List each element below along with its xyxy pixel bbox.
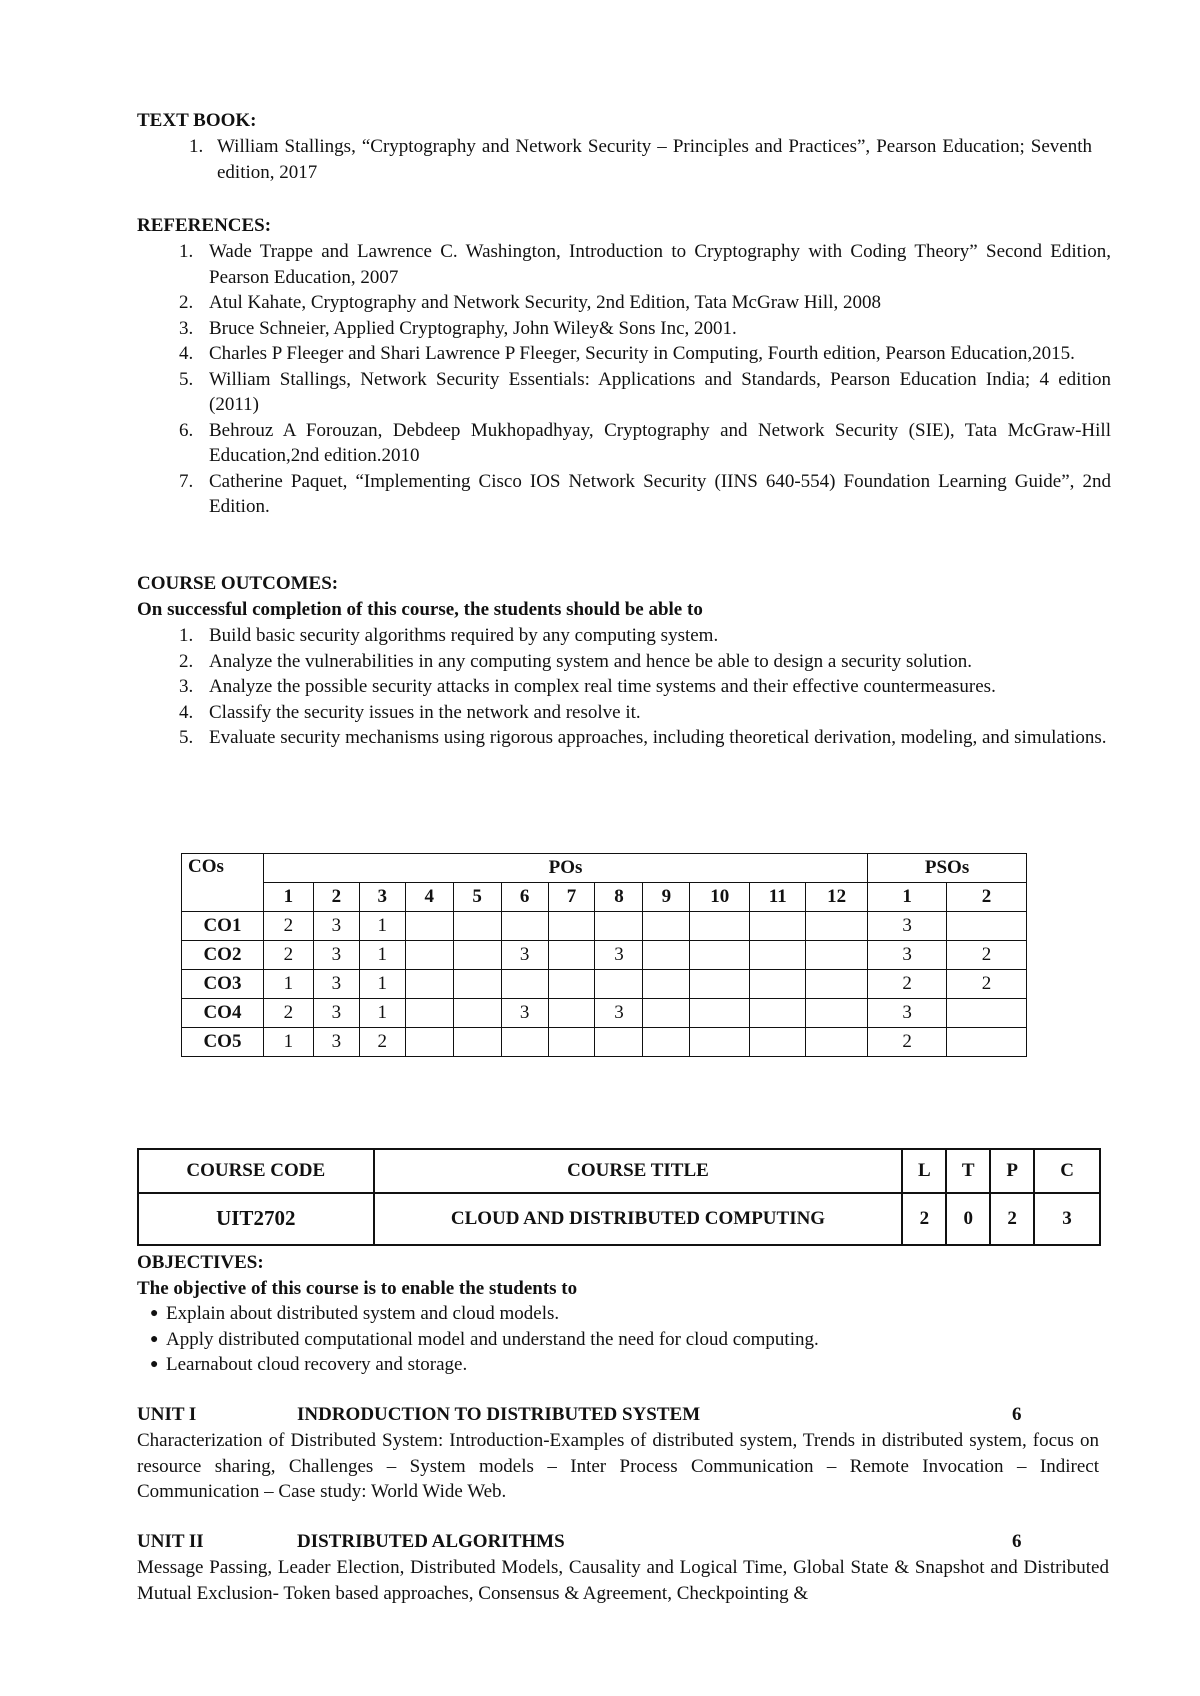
mapping-cell: 1 <box>263 970 313 999</box>
practical-header: P <box>990 1149 1034 1193</box>
tutorial-hours: 0 <box>946 1193 990 1245</box>
mapping-cell <box>690 1028 750 1057</box>
unit-1-content: Characterization of Distributed System: Introduction-Examples of distributed system, Trends in distributed system, focus on resource sharing, Challenges – System models – Inter Process Communication – Remote Invocation – Indirect Communication – Case study: World Wide Web. <box>137 1430 1099 1502</box>
unit-title: INDRODUCTION TO DISTRIBUTED SYSTEM <box>297 1404 701 1425</box>
co-label: CO1 <box>182 912 264 941</box>
mapping-cell: 1 <box>359 941 405 970</box>
mapping-cell: 3 <box>595 999 643 1028</box>
credits-header: C <box>1034 1149 1100 1193</box>
list-item: 1. Wade Trappe and Lawrence C. Washington, Introduction to Cryptography with Coding Theory” Second Edition, Pearson Education, 2007 <box>179 241 1111 288</box>
bullet-icon: ● <box>150 1306 159 1321</box>
mapping-cell <box>947 912 1027 941</box>
mapping-cell <box>806 970 868 999</box>
table-row <box>182 999 1027 1028</box>
mapping-cell <box>643 912 690 941</box>
number-row <box>182 883 1027 912</box>
outcomes-intro: On successful completion of this course, the students should be able to <box>137 599 703 620</box>
list-item: 7. Catherine Paquet, “Implementing Cisco IOS Network Security (IINS 640-554) Foundation Learning Guide”, 2nd Edition. <box>179 470 1111 517</box>
mapping-cell <box>947 999 1027 1028</box>
outcomes-list <box>137 623 1111 751</box>
mapping-cell <box>595 912 643 941</box>
mapping-cell: 3 <box>501 941 548 970</box>
list-item: ● Apply distributed computational model and understand the need for cloud computing. <box>150 1327 819 1353</box>
lecture-hours: 2 <box>902 1193 946 1245</box>
references-heading: REFERENCES: <box>137 215 272 236</box>
mapping-cell <box>947 1028 1027 1057</box>
po-number: 2 <box>313 883 359 912</box>
mapping-cell <box>806 941 868 970</box>
mapping-cell <box>453 941 501 970</box>
mapping-cell: 3 <box>313 999 359 1028</box>
mapping-cell <box>806 999 868 1028</box>
mapping-cell: 2 <box>947 970 1027 999</box>
mapping-cell <box>750 912 806 941</box>
mapping-cell: 2 <box>947 941 1027 970</box>
mapping-cell <box>405 970 453 999</box>
credits: 3 <box>1034 1193 1100 1245</box>
mapping-cell: 3 <box>313 1028 359 1057</box>
mapping-cell: 2 <box>263 941 313 970</box>
bullet-icon: ● <box>150 1331 159 1347</box>
mapping-cell <box>690 941 750 970</box>
course-title-header: COURSE TITLE <box>374 1149 903 1193</box>
mapping-cell: 3 <box>595 941 643 970</box>
objectives-heading: OBJECTIVES: <box>137 1252 264 1273</box>
header-cos: COs <box>182 854 264 912</box>
po-number: 7 <box>548 883 595 912</box>
co-label: CO2 <box>182 941 264 970</box>
table-row <box>182 912 1027 941</box>
list-item: 6. Behrouz A Forouzan, Debdeep Mukhopadhyay, Cryptography and Network Security (SIE), Tata McGraw-Hill Education,2nd edition.2010 <box>179 419 1111 466</box>
list-item: 4. Charles P Fleeger and Shari Lawrence P Fleeger, Security in Computing, Fourth edition, Pearson Education,2015. <box>179 343 1075 364</box>
po-number: 3 <box>359 883 405 912</box>
tutorial-header: T <box>946 1149 990 1193</box>
list-item: 2. Analyze the vulnerabilities in any computing system and hence be able to design a security solution. <box>179 650 972 672</box>
textbook-heading: TEXT BOOK: <box>137 110 257 131</box>
list-item: 3. Bruce Schneier, Applied Cryptography, John Wiley& Sons Inc, 2001. <box>179 317 737 339</box>
mapping-cell: 1 <box>359 999 405 1028</box>
course-code: UIT2702 <box>138 1193 374 1245</box>
mapping-cell <box>453 970 501 999</box>
mapping-cell <box>750 999 806 1028</box>
mapping-cell <box>405 1028 453 1057</box>
mapping-cell <box>806 1028 868 1057</box>
course-info-table <box>137 1148 1101 1246</box>
mapping-cell: 3 <box>868 999 947 1028</box>
lecture-header: L <box>902 1149 946 1193</box>
mapping-cell <box>750 970 806 999</box>
mapping-cell <box>643 941 690 970</box>
mapping-cell <box>548 999 595 1028</box>
po-number: 4 <box>405 883 453 912</box>
bullet-icon: ● <box>150 1357 159 1372</box>
list-item: 5. William Stallings, Network Security Essentials: Applications and Standards, Pearson Education India; 4 edition (2011) <box>179 368 1111 415</box>
mapping-cell <box>501 970 548 999</box>
mapping-cell: 3 <box>868 941 947 970</box>
unit-hours: 6 <box>1012 1531 1022 1552</box>
po-number: 12 <box>806 883 868 912</box>
list-item: 5. Evaluate security mechanisms using rigorous approaches, including theoretical derivation, modeling, and simulations. <box>179 727 1107 748</box>
mapping-cell <box>595 970 643 999</box>
mapping-cell <box>548 912 595 941</box>
references-list <box>137 239 1111 520</box>
mapping-cell: 1 <box>263 1028 313 1057</box>
po-number: 8 <box>595 883 643 912</box>
mapping-cell <box>548 1028 595 1057</box>
mapping-cell <box>453 912 501 941</box>
course-title: CLOUD AND DISTRIBUTED COMPUTING <box>374 1193 903 1245</box>
mapping-cell <box>453 1028 501 1057</box>
mapping-cell: 3 <box>313 970 359 999</box>
mapping-cell <box>501 912 548 941</box>
po-number: 11 <box>750 883 806 912</box>
unit-2-content: Message Passing, Leader Election, Distributed Models, Causality and Logical Time, Global State & Snapshot and Distributed Mutual Exclusion- Token based approaches, Consensus & Agreement, Checkpointing & <box>137 1557 1109 1604</box>
mapping-cell: 2 <box>263 999 313 1028</box>
list-item: ● Explain about distributed system and cloud models. <box>150 1301 819 1327</box>
header-psos: PSOs <box>868 854 1027 883</box>
mapping-cell <box>405 941 453 970</box>
co-po-mapping-table <box>181 853 1027 1057</box>
practical-hours: 2 <box>990 1193 1034 1245</box>
mapping-cell: 3 <box>868 912 947 941</box>
list-item: 4. Classify the security issues in the network and resolve it. <box>179 701 641 723</box>
table-row <box>182 970 1027 999</box>
header-pos: POs <box>263 854 867 883</box>
objectives-list <box>150 1301 819 1378</box>
textbook-list <box>137 134 1092 185</box>
po-number: 1 <box>263 883 313 912</box>
po-number: 6 <box>501 883 548 912</box>
mapping-cell <box>750 941 806 970</box>
mapping-cell <box>548 970 595 999</box>
co-label: CO4 <box>182 999 264 1028</box>
list-item: 1. William Stallings, “Cryptography and Network Security – Principles and Practices”, Pearson Education; Seventh edition, 2017 <box>189 136 1092 183</box>
co-label: CO3 <box>182 970 264 999</box>
mapping-cell <box>548 941 595 970</box>
mapping-cell: 1 <box>359 970 405 999</box>
list-item: 1. Build basic security algorithms required by any computing system. <box>179 625 719 646</box>
mapping-cell <box>643 970 690 999</box>
mapping-cell: 2 <box>263 912 313 941</box>
list-item: 3. Analyze the possible security attacks in complex real time systems and their effective countermeasures. <box>179 676 996 697</box>
table-row <box>182 941 1027 970</box>
list-item: ● Learnabout cloud recovery and storage. <box>150 1352 819 1378</box>
mapping-cell: 3 <box>501 999 548 1028</box>
mapping-cell <box>690 999 750 1028</box>
mapping-cell <box>750 1028 806 1057</box>
mapping-cell <box>501 1028 548 1057</box>
co-rows <box>182 912 1027 1057</box>
mapping-cell: 2 <box>868 1028 947 1057</box>
po-number: 9 <box>643 883 690 912</box>
mapping-cell: 3 <box>313 941 359 970</box>
unit-name: UNIT I <box>137 1404 197 1425</box>
mapping-cell: 3 <box>313 912 359 941</box>
mapping-cell: 1 <box>359 912 405 941</box>
po-number: 5 <box>453 883 501 912</box>
mapping-cell <box>595 1028 643 1057</box>
mapping-cell: 2 <box>359 1028 405 1057</box>
pso-number: 1 <box>868 883 947 912</box>
mapping-cell <box>405 999 453 1028</box>
mapping-cell: 2 <box>868 970 947 999</box>
unit-title: DISTRIBUTED ALGORITHMS <box>297 1531 565 1552</box>
mapping-cell <box>405 912 453 941</box>
unit-name: UNIT II <box>137 1531 204 1552</box>
mapping-cell <box>643 999 690 1028</box>
mapping-cell <box>690 912 750 941</box>
co-label: CO5 <box>182 1028 264 1057</box>
po-number: 10 <box>690 883 750 912</box>
mapping-cell <box>690 970 750 999</box>
course-code-header: COURSE CODE <box>138 1149 374 1193</box>
outcomes-heading: COURSE OUTCOMES: <box>137 573 339 594</box>
list-item: 2. Atul Kahate, Cryptography and Network Security, 2nd Edition, Tata McGraw Hill, 2008 <box>179 292 881 313</box>
mapping-cell <box>806 912 868 941</box>
mapping-cell <box>453 999 501 1028</box>
pso-number: 2 <box>947 883 1027 912</box>
table-row <box>182 1028 1027 1057</box>
unit-hours: 6 <box>1012 1404 1022 1425</box>
objectives-intro: The objective of this course is to enable the students to <box>137 1278 578 1299</box>
mapping-cell <box>643 1028 690 1057</box>
